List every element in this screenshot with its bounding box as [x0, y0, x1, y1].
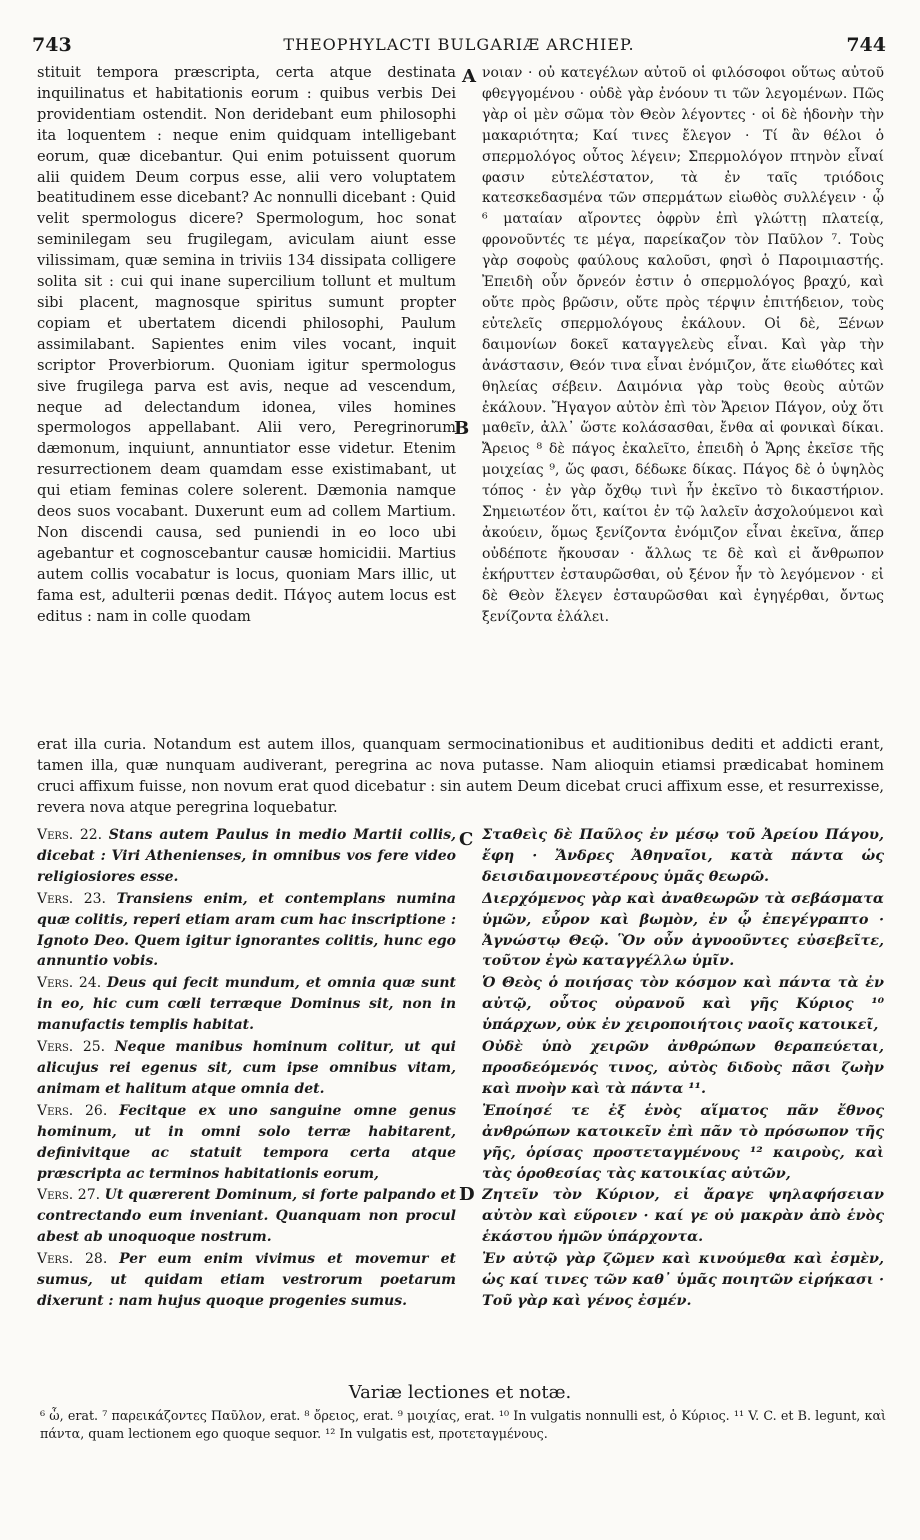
- latin-verse-22: [37, 825, 456, 888]
- verse-text: Transiens enim, et contemplans numina quæ colitis, reperi etiam aram cum hac inscriptione : Ignoto Deo. Quem igitur ignorantes colitis, hunc ego annuntio vobis.: [37, 890, 456, 970]
- notes-text: ⁶ ὦ, erat. ⁷ παρεικάζοντες Παῦλον, erat. ⁸ ὄρειος, erat. ⁹ μοιχίας, erat. ¹⁰ In vulgatis nonnulli est, ὁ Κύριος. ¹¹ V. C. et B. legunt, καὶ πάντα, quam lectionem ego quoque sequor. ¹² In vulgatis est, προτεταγμένους.: [40, 1408, 886, 1441]
- greek-verse-22: Σταθεὶς δὲ Παῦλος ἐν μέσῳ τοῦ Ἀρείου Πάγου, ἔφη · Ἄνδρες Ἀθηναῖοι, κατὰ πάντα ὡς δεισιδαιμονεστέρους ὑμᾶς θεωρῶ.: [482, 826, 884, 885]
- column-marker-c: C: [459, 829, 474, 850]
- full-width-paragraph: [37, 735, 884, 825]
- greek-verse-27: Ζητεῖν τὸν Κύριον, εἰ ἄραγε ψηλαφήσειαν αὐτὸν καὶ εὕροιεν · καί γε οὐ μακρὰν ἀπὸ ἑνὸς ἑκάστου ἡμῶν ὑπάρχοντα.: [482, 1186, 884, 1246]
- greek-verse-25: Οὐδὲ ὑπὸ χειρῶν ἀνθρώπων θεραπεύεται, προσδεόμενός τινος, αὐτὸς διδοὺς πᾶσι ζωὴν καὶ πνοὴν καὶ τὰ πάντα ¹¹.: [482, 1038, 884, 1097]
- verse-text: Fecitque ex uno sanguine omne genus hominum, ut in omni solo terræ habitarent, definivitque ac statuit tempora certa atque præscripta ac terminos habitationis eorum,: [37, 1102, 456, 1182]
- column-marker-b: B: [454, 418, 470, 439]
- latin-verse-23: [37, 889, 456, 973]
- verse-text: Neque manibus hominum colitur, ut qui alicujus rei egenus sit, cum ipse omnibus vitam, animam et halitum atque omnia det.: [37, 1039, 456, 1097]
- latin-verse-28: [37, 1249, 456, 1312]
- greek-commentary-text: νοιαν · οὐ κατεγέλων αὐτοῦ οἱ φιλόσοφοι οὕτως αὐτοῦ φθεγγομένου · οὐδὲ γὰρ ἐνόουν τι τῶν λεγομένων. Πῶς γὰρ οἱ μὲν σῶμα τὸν Θεὸν λέγοντες · οἱ δὲ ἡδονὴν τὴν μακαριότητα; Καί τινες ἔλεγον · Τί ἂν θέλοι ὁ σπερμολόγος οὗτος λέγειν; Σπερμολόγον πτηνὸν εἶναί φασιν εὐτελέστατον, τὰ ἐν ταῖς τριόδοις κατεσκεδασμένα τῶν σπερμάτων εἰωθὸς συλλέγειν · ᾧ ⁶ ματαίαν αἴροντες ὀφρὺν ἐπὶ γλώττῃ πλατείᾳ, φρονοῦντές τε μέγα, παρείκαζον τὸν Παῦλον ⁷. Τοὺς γὰρ σοφοὺς φαύλους καλοῦσι, φησὶ ὁ Παροιμιαστής. Ἐπειδὴ οὖν ὄρνεόν ἐστιν ὁ σπερμολόγος βραχύ, καὶ οὔτε πρὸς βρῶσιν, οὔτε πρὸς τέρψιν ἐπιτήδειον, τοὺς εὐτελεῖς σπερμολόγους ἐκάλουν. Οἱ δὲ, Ξένων δαιμονίων δοκεῖ καταγγελεὺς εἶναι. Καὶ γὰρ τὴν ἀνάστασιν, Θεόν τινα εἶναι ἐνόμιζον, ἅτε εἰωθότες καὶ θηλείας σέβειν. Δαιμόνια γὰρ τοὺς θεοὺς αὐτῶν ἐκάλουν. Ἤγαγον αὐτὸν ἐπὶ τὸν Ἄρειον Πάγον, οὐχ ὅτι μαθεῖν, ἀλλ᾽ ὥστε κολάσασθαι, ἔνθα αἱ φονικαὶ δίκαι. Ἄρειος ⁸ δὲ πάγος ἐκαλεῖτο, ἐπειδὴ ὁ Ἄρης ἐκεῖσε τῆς μοιχείας ⁹, ὥς φασι, δέδωκε δίκας. Πάγος δὲ ὁ ὑψηλὸς τόπος · ἐν γὰρ ὄχθῳ τινὶ ἦν ἐκεῖνο τὸ δικαστήριον. Σημειωτέον ὅτι, καίτοι ἐν τῷ λαλεῖν ἀσχολούμενοι καὶ ἀκούειν, ὅμως ξενίζοντα ἐνόμιζον εἶναι ἐκεῖνα, ἅπερ οὐδέποτε ἤκουσαν · ἄλλως τε δὲ καὶ εἰ ἄνθρωπον ἐκήρυττεν ἐσταυρῶσθαι, οὐ ξένον ἦν τὸ λεγόμενον · εἰ δὲ Θεὸν ἔλεγεν ἐσταυρῶσθαι καὶ ἐγηγέρθαι, ὄντως ξενίζοντα ἐλάλει.: [482, 65, 884, 625]
- running-title: THEOPHYLACTI BULGARIÆ ARCHIEP.: [283, 35, 635, 54]
- verse-label: Vers. 22.: [37, 827, 103, 843]
- latin-verses-column: [37, 825, 456, 1377]
- column-marker-d: D: [459, 1184, 475, 1205]
- page-number-left: 743: [32, 34, 72, 56]
- column-marker-a: A: [462, 66, 476, 87]
- latin-verse-25: [37, 1037, 456, 1100]
- verse-label: Vers. 28.: [37, 1251, 108, 1268]
- full-width-text: erat illa curia. Notandum est autem illos, quanquam sermocinationibus et auditionibus dediti et addicti erant, tamen illa, quæ nunquam audiverant, peregrina ac nova putasse. Nam alioquin etiamsi prædicabat hominem cruci affixum fuisse, non novum erat quod dicebatur : sin autem Deum dicebat cruci affixum esse, et resurrexisse, revera nova atque peregrina loquebatur.: [37, 736, 884, 816]
- greek-verse-24: Ὁ Θεὸς ὁ ποιήσας τὸν κόσμον καὶ πάντα τὰ ἐν αὐτῷ, οὗτος οὐρανοῦ καὶ γῆς Κύριος ¹⁰ ὑπάρχων, οὐκ ἐν χειροποιήτοις ναοῖς κατοικεῖ,: [482, 974, 884, 1034]
- greek-verse-28: Ἐν αὐτῷ γὰρ ζῶμεν καὶ κινούμεθα καὶ ἐσμὲν, ὡς καί τινες τῶν καθ᾽ ὑμᾶς ποιητῶν εἰρήκασι · Τοῦ γὰρ καὶ γένος ἐσμέν.: [482, 1250, 884, 1309]
- latin-verse-24: [37, 973, 456, 1036]
- greek-commentary-column: [482, 63, 884, 735]
- verse-label: Vers. 26.: [37, 1102, 108, 1119]
- latin-commentary-text: stituit tempora præscripta, certa atque destinata inquilinatus et habitationis eorum : quibus verbis Dei providentiam ostendit. Non deridebant eum philosophi ita loquentem : neque enim quidquam intelligebant eorum, quæ dicebantur. Qui enim potuissent quorum alii quidem Deum corpus esse, alii vero voluptatem beatitudinem esse dicebant? Ac nonnulli dicebant : Quid velit spermologus dicere? Spermologum, hoc sonat seminilegam seu frugilegam, aviculam aiunt esse vilissimam, quæ semina in triviis 134 dissipata colligere solita sit : cui qui inane supercilium tollunt et multum sibi placent, magnosque spiritus sumunt propter copiam et ubertatem dicendi philosophi, Paulum assimilabant. Sapientes enim viles vocant, inquit scriptor Proverbiorum. Quoniam igitur spermologus sive frugilega parva est avis, neque ad vescendum, neque ad delectandum idonea, viles homines spermologos appellabant. Alii vero, Peregrinorum dæmonum, inquiunt, annuntiator esse videtur. Etenim resurrectionem deam quamdam esse existimabant, ut qui etiam feminas colere solerent. Dæmonia namque deos suos vocabant. Duxerunt eum ad collem Martium. Non discendi causa, sed puniendi in eo loco ubi agebantur et cognoscebantur causæ homicidii. Martius autem collis vocabatur is locus, quoniam Mars illic, ut fama est, adulterii pœnas dedit. Πάγος autem locus est editus : nam in colle quodam: [37, 64, 456, 625]
- verse-label: Vers. 23.: [37, 890, 106, 907]
- page-number-right: 744: [846, 34, 886, 56]
- verse-text: Per eum enim vivimus et movemur et sumus, ut quidam etiam vestrorum poetarum dixerunt : nam hujus quoque progenies sumus.: [37, 1251, 456, 1309]
- verse-text: Ut quærerent Dominum, si forte palpando et contrectando eum inveniant. Quanquam non procul abest ab unoquoque nostrum.: [37, 1187, 456, 1246]
- greek-verses-column: [482, 825, 884, 1377]
- notes-heading: Variæ lectiones et notæ.: [348, 1382, 572, 1403]
- verse-text: Stans autem Paulus in medio Martii collis, dicebat : Viri Athenienses, in omnibus vos fere video religiosiores esse.: [37, 827, 456, 885]
- verse-label: Vers. 24.: [37, 975, 102, 992]
- greek-verse-26: Ἐποίησέ τε ἐξ ἑνὸς αἵματος πᾶν ἔθνος ἀνθρώπων κατοικεῖν ἐπὶ πᾶν τὸ πρόσωπον τῆς γῆς, ὁρίσας προστεταγμένους ¹² καιροὺς, καὶ τὰς ὁροθεσίας τὰς κατοικίας αὐτῶν,: [482, 1101, 884, 1182]
- verse-label: Vers. 27.: [37, 1187, 101, 1204]
- greek-verse-23: Διερχόμενος γὰρ καὶ ἀναθεωρῶν τὰ σεβάσματα ὑμῶν, εὗρον καὶ βωμὸν, ἐν ᾧ ἐπεγέγραπτο · Ἀγνώστῳ Θεῷ. Ὃν οὖν ἀγνοοῦντες εὐσεβεῖτε, τοῦτον ἐγὼ καταγγέλλω ὑμῖν.: [482, 889, 884, 970]
- latin-verse-27: [37, 1185, 456, 1248]
- latin-verse-26: [37, 1101, 456, 1185]
- running-header: [32, 34, 886, 64]
- verse-label: Vers. 25.: [37, 1039, 106, 1056]
- latin-commentary-column: [37, 63, 456, 735]
- verse-text: Deus qui fecit mundum, et omnia quæ sunt in eo, hic cum cœli terræque Dominus sit, non in manufactis templis habitat.: [37, 975, 456, 1034]
